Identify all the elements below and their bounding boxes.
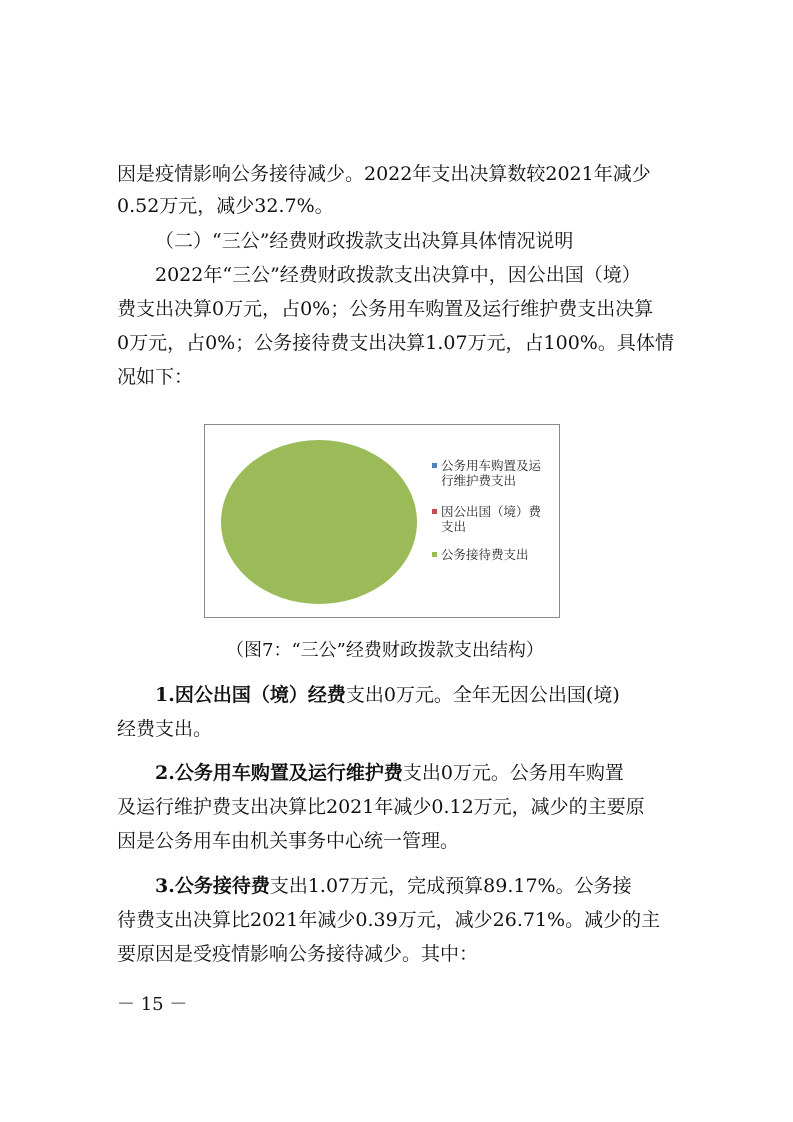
item-text: 支出0万元。全年无因公出国(境) bbox=[345, 684, 620, 706]
legend-label: 公务接待费支出 bbox=[441, 547, 529, 562]
legend-label: 公务用车购置及运行维护费支出 bbox=[441, 458, 542, 488]
legend-swatch-icon bbox=[432, 552, 437, 557]
paragraph-line: 因是疫情影响公务接待减少。2022年支出决算数较2021年减少 bbox=[117, 163, 651, 185]
pie-chart bbox=[204, 424, 560, 618]
paragraph-line: 因是公务用车由机关事务中心统一管理。 bbox=[117, 830, 460, 852]
paragraph-line: 及运行维护费支出决算比2021年减少0.12万元，减少的主要原 bbox=[117, 796, 645, 818]
paragraph-line: 2022年“三公”经费财政拨款支出决算中，因公出国（境） bbox=[155, 264, 641, 286]
legend-swatch-icon bbox=[432, 509, 437, 514]
paragraph-line: 0万元，占0%；公务接待费支出决算1.07万元，占100%。具体情 bbox=[117, 332, 674, 354]
pie-slice bbox=[221, 440, 417, 604]
legend-item bbox=[441, 547, 553, 562]
item-text: 支出0万元。公务用车购置 bbox=[402, 762, 624, 784]
section-heading: （二）“三公”经费财政拨款支出决算具体情况说明 bbox=[155, 230, 574, 252]
paragraph-line: 0.52万元，减少32.7%。 bbox=[117, 195, 334, 217]
paragraph-line: 经费支出。 bbox=[117, 718, 213, 740]
paragraph-line: 况如下： bbox=[117, 366, 194, 388]
legend-item bbox=[441, 458, 553, 488]
paragraph-line: 费支出决算0万元，占0%；公务用车购置及运行维护费支出决算 bbox=[117, 298, 654, 320]
legend-label: 因公出国（境）费支出 bbox=[441, 504, 542, 534]
item-title: 2.公务用车购置及运行维护费 bbox=[155, 762, 403, 784]
item-title: 1.因公出国（境）经费 bbox=[155, 684, 346, 706]
list-item bbox=[155, 873, 632, 899]
item-title: 3.公务接待费 bbox=[155, 875, 270, 897]
paragraph-line: 待费支出决算比2021年减少0.39万元，减少26.71%。减少的主 bbox=[117, 909, 661, 931]
list-item bbox=[155, 682, 620, 708]
page-number: － 15 － bbox=[117, 994, 188, 1015]
figure-caption: （图7：“三公”经费财政拨款支出结构） bbox=[226, 640, 544, 661]
legend-item bbox=[441, 504, 553, 534]
legend-swatch-icon bbox=[432, 463, 437, 468]
paragraph-line: 要原因是受疫情影响公务接待减少。其中： bbox=[117, 943, 479, 965]
item-text: 支出1.07万元，完成预算89.17%。公务接 bbox=[269, 875, 632, 897]
list-item bbox=[155, 760, 624, 786]
